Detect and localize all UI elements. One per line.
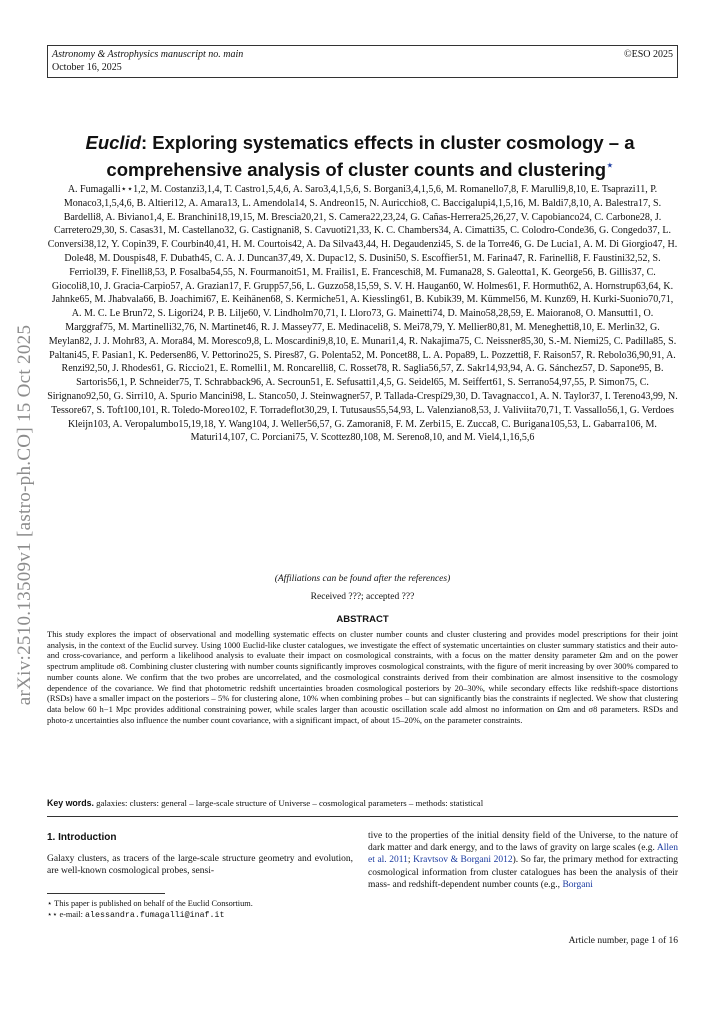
title-star-footnote[interactable]: ⋆ [606,158,614,172]
footnote-rule [47,893,165,894]
citation-separator: ; [407,855,414,866]
copyright: ©ESO 2025 [624,49,673,60]
author-email[interactable]: alessandra.fumagalli@inaf.it [85,911,225,920]
citation-kravtsov-2012[interactable]: Kravtsov & Borgani 2012 [413,855,513,866]
keywords-text: galaxies: clusters: general – large-scale structure of Universe – cosmological parameters – methods: statistical [96,798,484,808]
title-line1: : Exploring systematics effects in cluster cosmology – a [141,132,635,153]
keywords-label: Key words. [47,798,94,808]
footnote-2-label: e-mail: [59,910,86,919]
keywords [47,798,678,809]
page-number: Article number, page 1 of 16 [568,936,678,946]
section-divider [47,816,678,817]
intro-right-text-b: ). So far, the primary method for extracting cosmological information from cluster catalogues has been the analysis of their mass- and redshift-dependent number counts (e.g., [368,855,679,890]
footnote-1 [47,899,353,909]
footnote-1-mark: ⋆ [47,899,53,908]
journal-header [47,45,678,78]
journal-name: Astronomy & Astrophysics manuscript no. main [52,49,244,60]
arxiv-sidebar-stamp [12,300,38,730]
intro-right-column [368,830,678,891]
paper-title [60,131,660,181]
intro-right-text-a: tive to the properties of the initial density field of the Universe, to the nature of dark matter and dark energy, and to the laws of gravity on large scales (e.g. [368,831,678,854]
citation-borgani[interactable]: Borgani [562,879,593,890]
title-euclid: Euclid [85,132,141,153]
intro-heading: 1. Introduction [47,832,117,843]
arxiv-id: arXiv:2510.13509v1 [astro-ph.CO] 15 Oct 2025 [14,324,36,706]
author-list: A. Fumagalli⋆⋆1,2, M. Costanzi3,1,4, T. Castro1,5,4,6, A. Saro3,4,1,5,6, S. Borgani3,4,1,5,6, M. Romanello7,8, F. Marulli9,8,10, E. Tsaprazi11, P. Monaco3,1,5,4,6, B. Altieri12, A. Amara13, L. Amendola14, S. Andreon15, N. Auricchio8, C. Baccigalupi4,1,5,16, M. Baldi7,8,10, A. Balestra17, S. Bardelli8, A. Biviano1,4, E. Branchini18,19,15, M. Brescia20,21, S. Camera22,23,24, G. Cañas-Herrera25,26,27, V. Capobianco24, C. Carbone28, J. Carretero29,30, S. Casas31, M. Castellano32, G. Castignani8, S. Cavuoti21,33, K. C. Chambers34, A. Cimatti35, C. Colodro-Conde36, G. Congedo37, L. Conversi38,12, Y. Copin39, F. Courbin40,41, H. M. Courtois42, A. Da Silva43,44, H. Degaudenzi45, S. de la Torre46, G. De Lucia1, A. M. Di Giorgio47, H. Dole48, M. Douspis48, F. Dubath45, C. A. J. Duncan37,49, X. Dupac12, S. Dusini50, S. Escoffier51, M. Farina47, R. Farinelli8, F. Faustini32,52, S. Ferriol39, F. Finelli8,53, P. Fosalba54,55, N. Fourmanoit51, M. Frailis1, E. Franceschi8, M. Fumana28, S. Galeotta1, K. George56, B. Gillis37, C. Giocoli8,10, J. Gracia-Carpio57, A. Grazian17, F. Grupp57,56, L. Guzzo58,15,59, S. V. H. Haugan60, W. Holmes61, F. Hormuth62, A. Hornstrup63,64, K. Jahnke65, M. Jhabvala66, B. Joachimi67, E. Keihänen68, S. Kermiche51, A. Kiessling61, B. Kubik39, M. Kümmel56, M. Kunz69, H. Kurki-Suonio70,71, A. M. C. Le Brun72, S. Ligori24, P. B. Lilje60, V. Lindholm70,71, I. Lloro73, G. Mainetti74, D. Maino58,28,59, E. Maiorano8, O. Mansutti1, O. Marggraf75, M. Martinelli32,76, N. Martinet46, R. J. Massey77, E. Medinaceli8, S. Mei78,79, Y. Mellier80,81, M. Meneghetti8,10, E. Merlin32, G. Meylan82, J. J. Mohr83, A. Mora84, M. Moresco9,8, L. Moscardini9,8,10, E. Munari1,4, R. Nakajima75, C. Neissner85,30, S.-M. Niemi25, C. Padilla85, S. Paltani45, F. Pasian1, K. Pedersen86, V. Pettorino25, S. Pires87, G. Polenta52, M. Poncet88, L. A. Popa89, L. Pozzetti8, F. Raison57, R. Rebolo36,90,91, A. Renzi92,50, J. Rhodes61, G. Riccio21, E. Romelli1, M. Roncarelli8, C. Rosset78, R. Saglia56,57, Z. Sakr14,93,94, A. G. Sánchez57, D. Sapone95, B. Sartoris56,1, P. Schneider75, T. Schrabback96, A. Secroun51, E. Sefusatti1,4,5, G. Seidel65, M. Seiffert61, S. Serrano54,97,55, P. Simon75, C. Sirignano92,50, G. Sirri10, A. Spurio Mancini98, L. Stanco50, J. Steinwagner57, P. Tallada-Crespí29,30, D. Tavagnacco1, A. N. Taylor37, I. Tereno43,99, N. Tessore67, S. Toft100,101, R. Toledo-Moreo102, F. Torradeflot30,29, I. Tutusaus55,54,93, L. Valenziano8,53, J. Valiviita70,71, T. Vassallo56,1, G. Verdoes Kleijn103, A. Veropalumbo15,19,18, Y. Wang104, J. Weller56,57, G. Zamorani8, F. M. Zerbi15, E. Zucca8, C. Burigana105,53, L. Gabarra106, M. Maturi14,107, C. Porciani75, V. Scottez80,108, M. Sereno8,10, and M. Viel4,1,16,5,6 [47,184,678,444]
abstract-text: This study explores the impact of observational and modelling systematic effects on cluster number counts and cluster clustering and provides model prescriptions for their joint analysis, in the context of the Euclid survey. Using 1000 Euclid-like cluster catalogues, we investigate the effect of systematic uncertainties on cluster summary statistics and their auto- and cross-covariance, and perform a likelihood analysis to evaluate their impact on cosmological constraints, with a focus on the matter density parameter Ωm and on the power spectrum amplitude σ8. Combining cluster clustering with number counts significantly improves cosmological constraints, with the figure of merit increasing by over 300% compared to number counts alone. We confirm that the two probes are uncorrelated, and the cosmological constraints derived from their combination are almost insensitive to the cosmology dependence of the covariance. We find that photometric redshift uncertainties broaden cosmological posteriors by 20–30%, while secondary effects like redshift-space distortions (RSDs) have a smaller impact on the posteriors – 5% for clustering alone, 10% when combining probes – but can significantly bias the constraints if neglected. We show that clustering data below 60 h−1 Mpc provides additional constraining power, while scales larger than acoustic oscillation scale add almost no information on Ωm and σ8 parameters. RSDs and photo-z uncertainties also influence the number count covariance, with a significant impact, of about 15–20%, on the parameter constraints. [47,629,678,725]
abstract-heading: ABSTRACT [336,614,389,625]
affiliations-note: (Affiliations can be found after the references) [274,574,451,584]
received-line: Received ???; accepted ??? [310,592,415,602]
footnote-2-mark: ⋆⋆ [47,910,58,919]
manuscript-date: October 16, 2025 [52,62,122,73]
intro-left-column: Galaxy clusters, as tracers of the large-scale structure geometry and evolution, are well-known cosmological probes, sensi- [47,854,353,877]
footnote-2 [47,910,353,921]
citation-allen-2011[interactable]: Allen et al. 2011 [368,843,678,866]
title-line2: comprehensive analysis of cluster counts and clustering [106,159,607,181]
footnote-1-text: This paper is published on behalf of the Euclid Consortium. [54,899,253,908]
